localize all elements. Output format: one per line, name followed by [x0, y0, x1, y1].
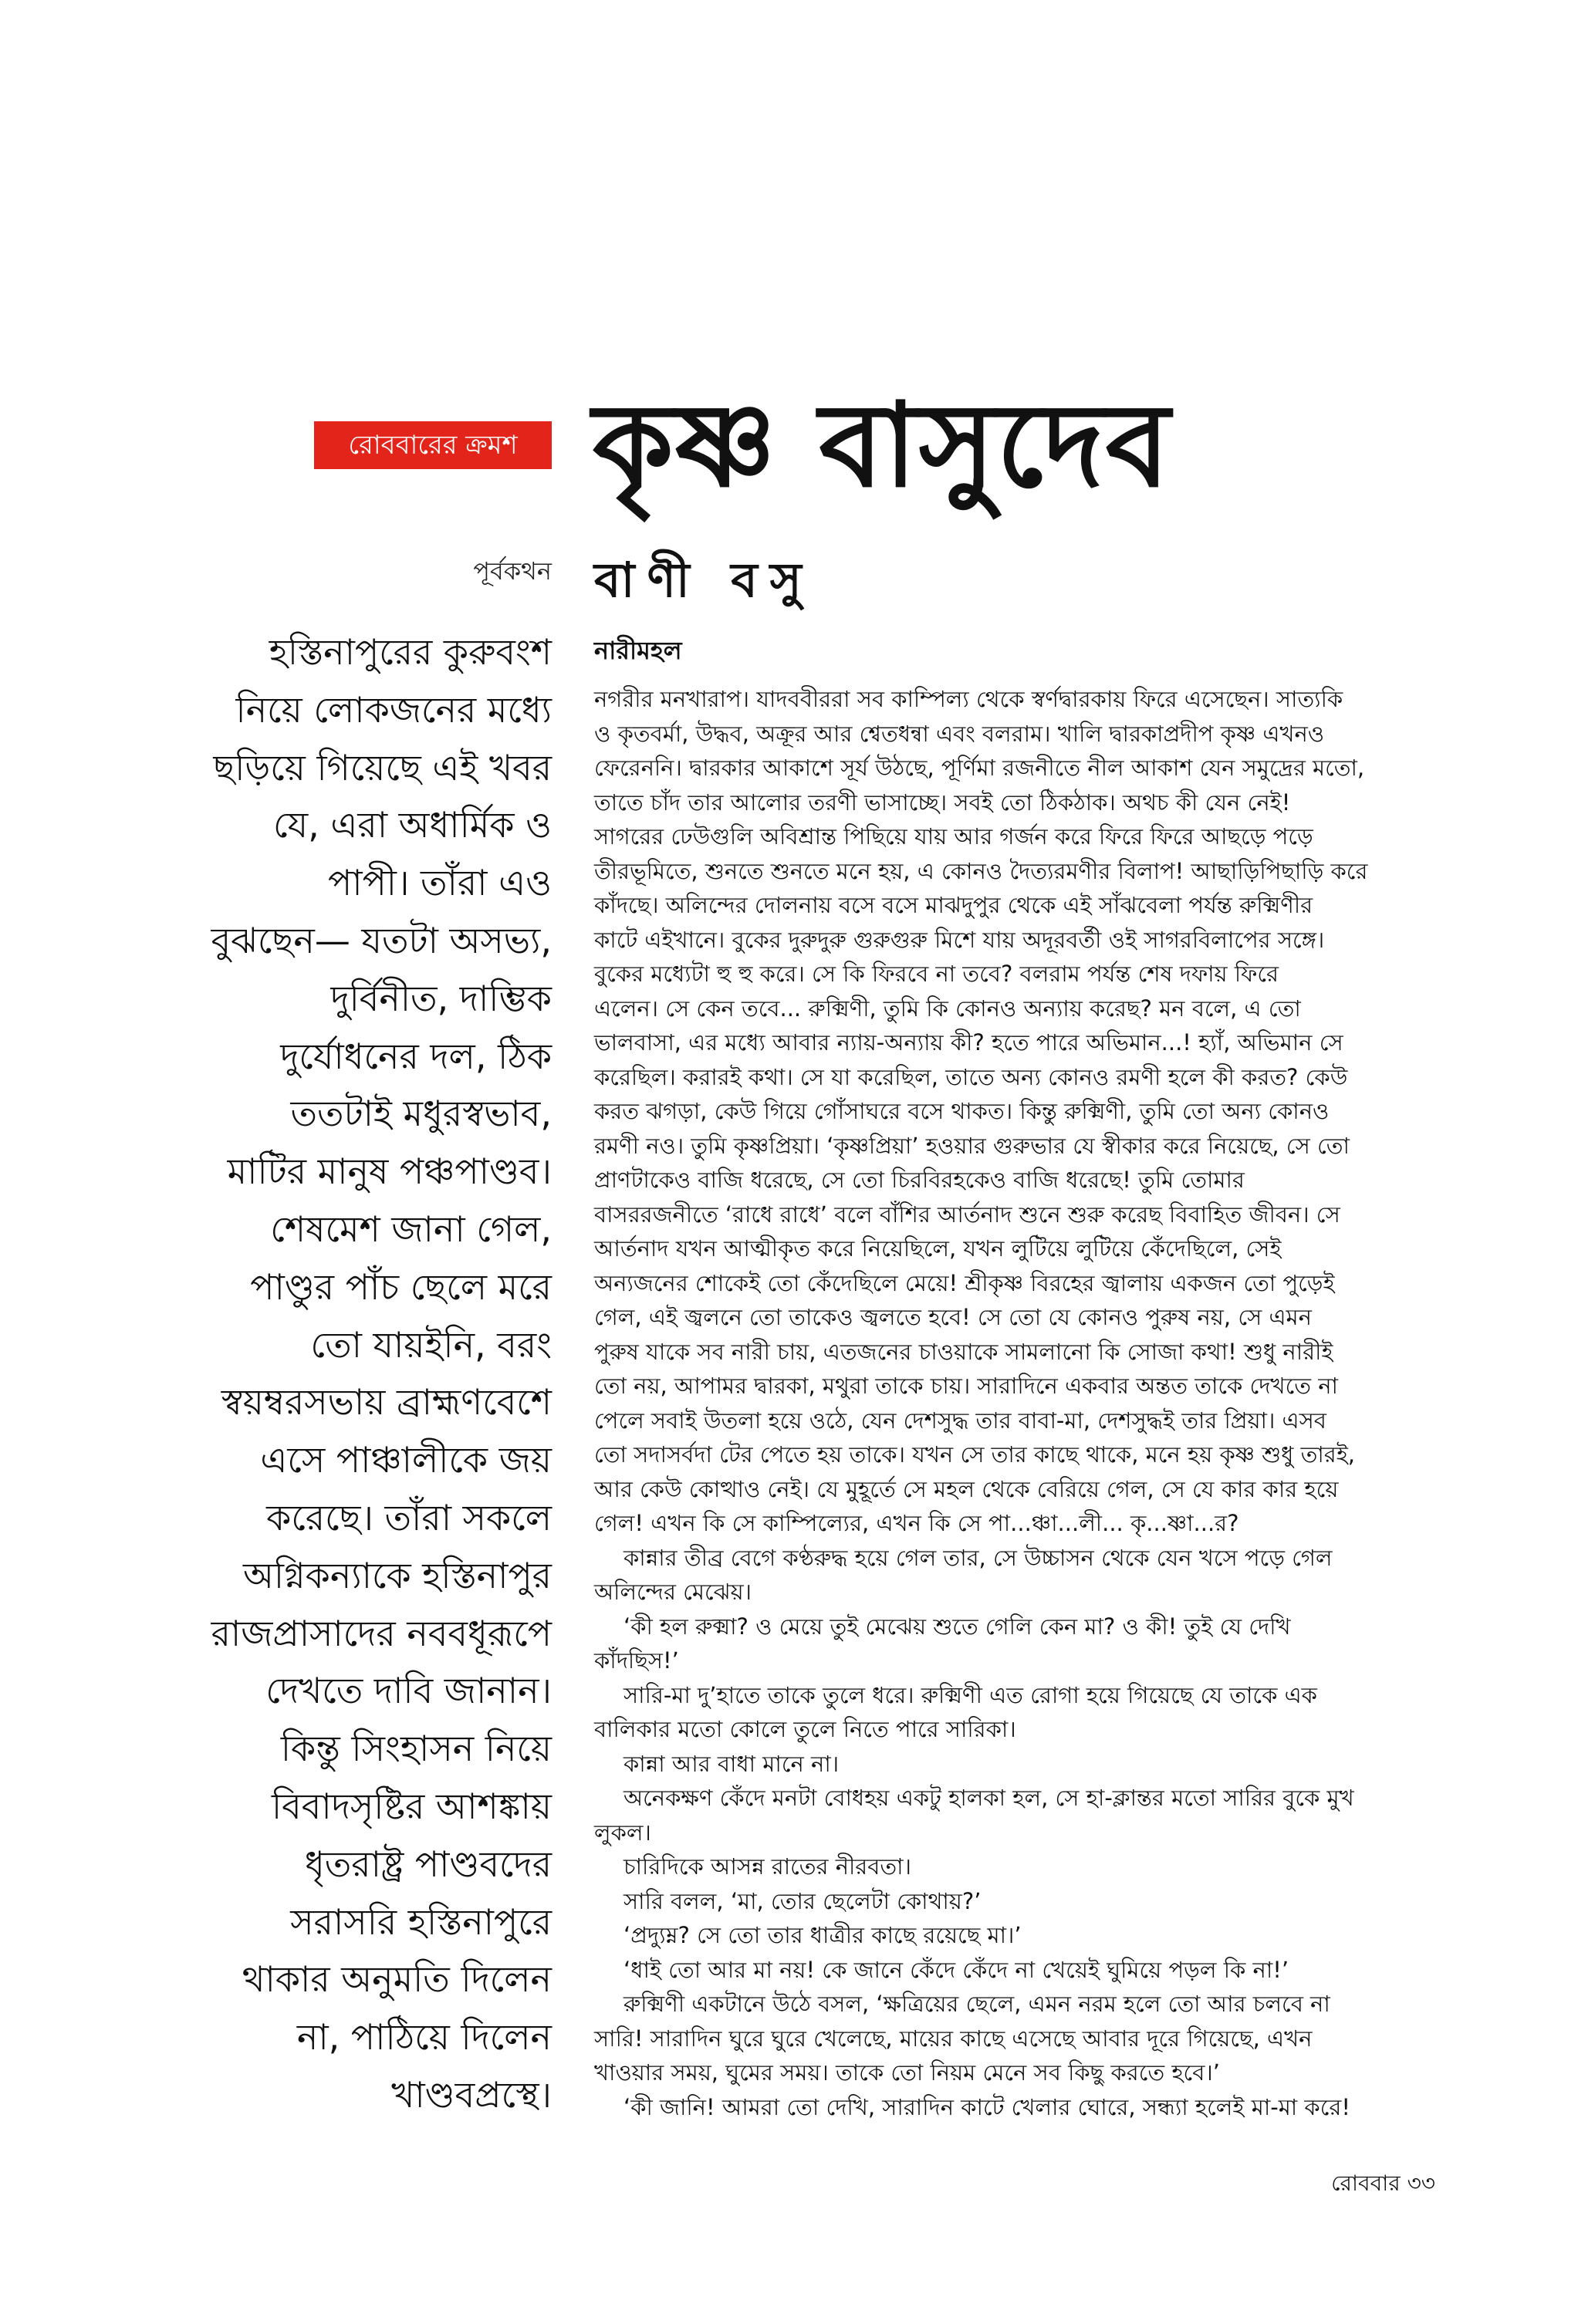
recap-line: পাণ্ডুর পাঁচ ছেলে মরে [250, 1265, 552, 1308]
recap-line: এসে পাঞ্চালীকে জয় [260, 1439, 552, 1481]
recap-line: খাণ্ডবপ্রস্থে। [391, 2073, 552, 2116]
body-line: খাওয়ার সময়, ঘুমের সময়। তাকে তো নিয়ম মেনে সব কিছু করতে হবে।’ [594, 2059, 1220, 2086]
body-line: ‘প্রদ্যুম্ন? সে তো তার ধাত্রীর কাছে রয়েছে মা।’ [623, 1922, 1022, 1948]
body-line: কাটে এইখানে। বুকের দুরুদুরু গুরুগুরু মিশে যায় অদূরবর্তী ওই সাগরবিলাপের সঙ্গে। [594, 926, 1325, 953]
recap-column [131, 623, 552, 2124]
body-line: নগরীর মনখারাপ। যাদববীররা সব কাম্পিল্য থেকে স্বর্ণদ্বারকায় ফিরে এসেছেন। সাত্যকি [594, 686, 1343, 712]
recap-line: যে, এরা অধার্মিক ও [273, 804, 552, 846]
body-line: ‘কী জানি! আমরা তো দেখি, সারাদিন কাটে খেলার ঘোরে, সন্ধ্যা হলেই মা-মা করে! [623, 2093, 1350, 2120]
recap-line: দুর্যোধনের দল, ঠিক [280, 1035, 552, 1077]
body-line: সাগরের ঢেউগুলি অবিশ্রান্ত পিছিয়ে যায় আর গর্জন করে ফিরে ফিরে আছড়ে পড়ে [594, 823, 1313, 850]
recap-line: অগ্নিকন্যাকে হস্তিনাপুর [243, 1554, 552, 1596]
recap-line: শেষমেশ জানা গেল, [270, 1208, 552, 1250]
body-line: করত ঝগড়া, কেউ গিয়ে গোঁসাঘরে বসে থাকত। কিন্তু রুক্মিণী, তুমি তো অন্য কোনও [594, 1098, 1330, 1124]
body-line: সারি বলল, ‘মা, তোর ছেলেটা কোথায়?’ [623, 1887, 982, 1914]
recap-label: পূর্বকথন [473, 556, 552, 586]
body-line: আর কেউ কোত্থাও নেই। যে মুহূর্তে সে মহল থেকে বেরিয়ে গেল, সে যে কার কার হয়ে [594, 1475, 1339, 1502]
body-line: গেল, এই জ্বলনে তো তাকেও জ্বলতে হবে! সে তো যে কোনও পুরুষ নয়, সে এমন [594, 1304, 1312, 1330]
body-line: তীরভূমিতে, শুনতে শুনতে মনে হয়, এ কোনও দৈত্যরমণীর বিলাপ! আছাড়িপিছাড়ি করে [594, 857, 1368, 884]
recap-line: পাপী। তাঁরা এও [328, 862, 552, 904]
recap-line: স্বয়ম্বরসভায় ব্রাহ্মণবেশে [221, 1381, 552, 1424]
body-line: সারি-মা দু’হাতে তাকে তুলে ধরে। রুক্মিণী এত রোগা হয়ে গিয়েছে যে তাকে এক [623, 1681, 1317, 1708]
recap-line: দুর্বিনীত, দাম্ভিক [330, 977, 552, 1019]
body-line: অনেকক্ষণ কেঁদে মনটা বোধহয় একটু হালকা হল, সে হা-ক্লান্তর মতো সারির বুকে মুখ [623, 1785, 1354, 1811]
recap-line: বিবাদসৃষ্টির আশঙ্কায় [271, 1785, 552, 1827]
recap-line: ছড়িয়ে গিয়েছে এই খবর [213, 746, 552, 789]
body-line: কান্না আর বাধা মানে না। [623, 1750, 840, 1777]
body-line: সারি! সারাদিন ঘুরে ঘুরে খেলেছে, মায়ের কাছে এসেছে আবার দূরে গিয়েছে, এখন [594, 2025, 1313, 2052]
body-line: পুরুষ যাকে সব নারী চায়, এতজনের চাওয়াকে সামলানো কি সোজা কথা! শুধু নারীই [594, 1338, 1333, 1365]
recap-line: না, পাঠিয়ে দিলেন [296, 2016, 552, 2059]
series-badge: রোববারের ক্রমশ [314, 421, 552, 469]
body-line: পেলে সবাই উতলা হয়ে ওঠে, যেন দেশসুদ্ধ তার বাবা-মা, দেশসুদ্ধই তার প্রিয়া। এসব [594, 1407, 1326, 1434]
body-text-column [594, 682, 1443, 2124]
recap-line: দেখতে দাবি জানান। [265, 1670, 552, 1712]
recap-line: মাটির মানুষ পঞ্চপাণ্ডব। [227, 1150, 552, 1193]
body-line: কাঁদছিস!’ [594, 1647, 679, 1674]
recap-line: করেছে। তাঁরা সকলে [266, 1496, 552, 1539]
body-line: এলেন। সে কেন তবে... রুক্মিণী, তুমি কি কোনও অন্যায় করেছ? মন বলে, এ তো [594, 995, 1301, 1022]
body-line: তাতে চাঁদ তার আলোর তরণী ভাসাচ্ছে। সবই তো ঠিকঠাক। অথচ কী যেন নেই! [594, 789, 1291, 816]
recap-line: থাকার অনুমতি দিলেন [242, 1958, 552, 2001]
body-line: লুকল। [594, 1819, 651, 1846]
page-footer: রোববার ৩৩ [1331, 2170, 1435, 2196]
body-line: ‘কী হল রুক্মা? ও মেয়ে তুই মেঝেয় শুতে গেলি কেন মা? ও কী! তুই যে দেখি [623, 1613, 1291, 1640]
body-line: করেছিল। করারই কথা। সে যা করেছিল, তাতে অন্য কোনও রমণী হলে কী করত? কেউ [594, 1063, 1348, 1090]
body-line: অলিন্দের মেঝেয়। [594, 1579, 752, 1605]
body-line: বুকের মধ্যেটা হু হু করে। সে কি ফিরবে না তবে? বলরাম পর্যন্ত শেষ দফায় ফিরে [594, 961, 1279, 987]
recap-line: বুঝছেন— যতটা অসভ্য, [211, 919, 552, 961]
body-line: প্রাণটাকেও বাজি ধরেছে, সে তো চিরবিরহকেও বাজি ধরেছে! তুমি তোমার [594, 1167, 1245, 1193]
body-line: রুক্মিণী একটানে উঠে বসল, ‘ক্ষত্রিয়ের ছেলে, এমন নরম হলে তো আর চলবে না [623, 1991, 1330, 2017]
recap-line: সরাসরি হস্তিনাপুরে [290, 1900, 552, 1943]
recap-line: তো যায়ইনি, বরং [310, 1323, 552, 1366]
body-line: ফেরেননি। দ্বারকার আকাশে সূর্য উঠছে, পূর্ণিমা রজনীতে নীল আকাশ যেন সমুদ্রের মতো, [594, 755, 1365, 781]
body-line: অন্যজনের শোকেই তো কেঁদেছিলে মেয়ে! শ্রীকৃষ্ণ বিরহের জ্বালায় একজন তো পুড়েই [594, 1269, 1335, 1296]
body-line: চারিদিকে আসন্ন রাতের নীরবতা। [623, 1853, 911, 1880]
body-line: বাসররজনীতে ‘রাধে রাধে’ বলে বাঁশির আর্তনাদ শুনে শুরু করেছ বিবাহিত জীবন। সে [594, 1201, 1340, 1228]
recap-line: হস্তিনাপুরের কুরুবংশ [269, 631, 552, 673]
recap-line: নিয়ে লোকজনের মধ্যে [235, 688, 552, 731]
story-title: কৃষ্ণ বাসুদেব [593, 379, 1172, 513]
body-line: কাঁদছে। অলিন্দের দোলনায় বসে বসে মাঝদুপুর থেকে এই সাঁঝবেলা পর্যন্ত রুক্মিণীর [594, 892, 1313, 918]
body-line: রমণী নও। তুমি কৃষ্ণপ্রিয়া। ‘কৃষ্ণপ্রিয়া’ হওয়ার গুরুভার যে স্বীকার করে নিয়েছে, সে তো [594, 1132, 1350, 1159]
recap-line: রাজপ্রাসাদের নববধূরূপে [211, 1612, 552, 1654]
body-line: ও কৃতবর্মা, উদ্ধব, অক্রূর আর শ্বেতধন্বা এবং বলরাম। খালি দ্বারকাপ্রদীপ কৃষ্ণ এখনও [594, 720, 1325, 747]
body-line: কান্নার তীব্র বেগে কণ্ঠরুদ্ধ হয়ে গেল তার, সে উচ্চাসন থেকে যেন খসে পড়ে গেল [623, 1544, 1333, 1571]
section-heading: নারীমহল [594, 636, 682, 665]
recap-line: কিন্তু সিংহাসন নিয়ে [280, 1728, 552, 1770]
body-line: বালিকার মতো কোলে তুলে নিতে পারে সারিকা। [594, 1716, 1016, 1742]
recap-line: ততটাই মধুরস্বভাব, [290, 1093, 552, 1135]
body-line: ‘ধাই তো আর মা নয়! কে জানে কেঁদে কেঁদে না খেয়েই ঘুমিয়ে পড়ল কি না!’ [623, 1956, 1289, 1983]
body-line: তো নয়, আপামর দ্বারকা, মথুরা তাকে চায়। সারাদিনে একবার অন্তত তাকে দেখতে না [594, 1373, 1338, 1399]
body-line: গেল! এখন কি সে কাম্পিল্যের, এখন কি সে পা...ঞ্চা...লী... কৃ...ষ্ণা...র? [594, 1510, 1239, 1536]
recap-line: ধৃতরাষ্ট্র পাণ্ডবদের [305, 1843, 552, 1885]
body-line: তো সদাসর্বদা টের পেতে হয় তাকে। যখন সে তার কাছে থাকে, মনে হয় কৃষ্ণ শুধু তারই, [594, 1441, 1356, 1468]
body-line: ভালবাসা, এর মধ্যে আবার ন্যায়-অন্যায় কী? হতে পারে অভিমান...! হ্যাঁ, অভিমান সে [594, 1029, 1343, 1056]
author-name: বাণী বসু [594, 552, 814, 608]
body-line: আর্তনাদ যখন আত্মীকৃত করে নিয়েছিলে, যখন লুটিয়ে লুটিয়ে কেঁদেছিলে, সেই [594, 1235, 1282, 1262]
